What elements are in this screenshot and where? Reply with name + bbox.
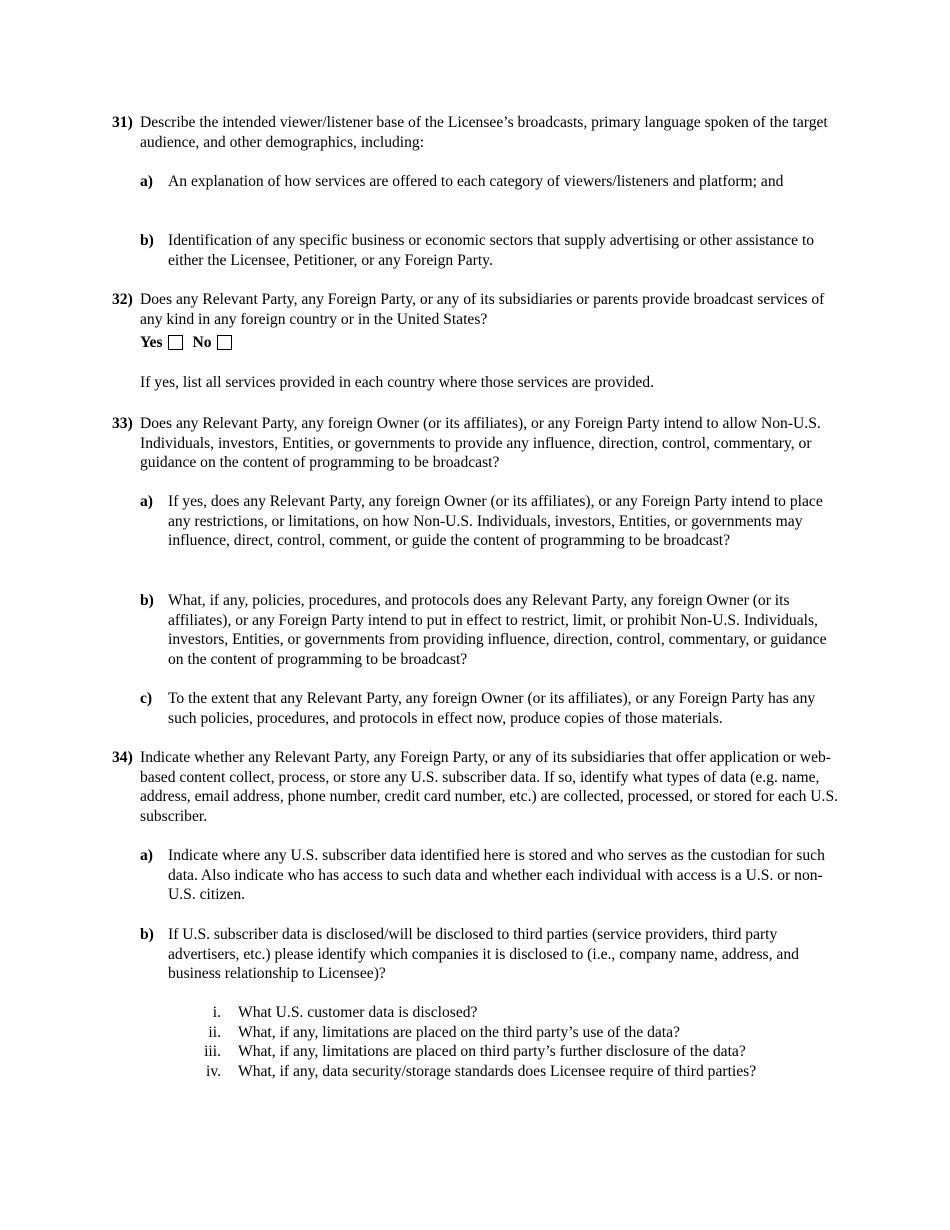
question-number: 33): [112, 415, 133, 432]
item-letter: c): [140, 690, 153, 707]
question-32: [112, 290, 840, 329]
question-32-followup: If yes, list all services provided in each country where those services are provided.: [140, 374, 654, 391]
roman-numeral: iv.: [205, 1063, 221, 1080]
item-text: An explanation of how services are offered to each category of viewers/listeners and platform; and: [168, 173, 784, 190]
item-text: Indicate where any U.S. subscriber data identified here is stored and who serves as the custodian for such data. Also indicate who has access to such data and whether each individual with access is a U.S. or non-U.S. citizen.: [168, 847, 825, 904]
item-text: Identification of any specific business or economic sectors that supply advertising or other assistance to either the Licensee, Petitioner, or any Foreign Party.: [168, 232, 815, 269]
sub-item-text: What, if any, limitations are placed on third party’s further disclosure of the data?: [238, 1043, 746, 1060]
item-text: If U.S. subscriber data is disclosed/will be disclosed to third parties (service providers, third party advertisers, etc.) please identify which companies it is disclosed to (i.e., company name, address, and business relationship to Licensee)?: [168, 926, 799, 983]
question-text: Describe the intended viewer/listener base of the Licensee’s broadcasts, primary language spoken of the target audience, and other demographics, including:: [140, 114, 828, 151]
question-text: Indicate whether any Relevant Party, any Foreign Party, or any of its subsidiaries that offer application or web-based content collect, process, or store any U.S. subscriber data. If so, identify what types of data (e.g. name, address, email address, phone number, credit card number, etc.) are collected, processed, or stored for each U.S. subscriber.: [140, 749, 839, 825]
item-text: If yes, does any Relevant Party, any foreign Owner (or its affiliates), or any Foreign Party intend to place any restrictions, or limitations, on how Non-U.S. Individuals, investors, Entities, or governments may influence, direct, control, comment, or guide the content of programming to be broadcast?: [168, 493, 823, 550]
question-33-item-b: [140, 591, 840, 669]
question-34-item-a: [140, 846, 840, 905]
yes-checkbox[interactable]: [168, 335, 183, 350]
item-letter: a): [140, 847, 153, 864]
question-31-item-a: [140, 172, 840, 192]
question-31-item-b: [140, 231, 840, 270]
sub-item-ii: [190, 1023, 840, 1043]
sub-item-iii: [190, 1042, 840, 1062]
roman-numeral: ii.: [208, 1024, 221, 1041]
question-33-item-a: [140, 492, 840, 551]
question-33-item-c: [140, 689, 840, 728]
no-label: No: [192, 334, 212, 351]
item-letter: a): [140, 173, 153, 190]
sub-item-i: [190, 1003, 840, 1023]
item-letter: b): [140, 926, 154, 943]
roman-numeral: iii.: [204, 1043, 221, 1060]
yes-no-choice: [140, 333, 242, 353]
question-number: 34): [112, 749, 133, 766]
item-text: To the extent that any Relevant Party, any foreign Owner (or its affiliates), or any Foreign Party has any such policies, procedures, and protocols in effect now, produce copies of those materials.: [168, 690, 816, 727]
no-checkbox[interactable]: [217, 335, 232, 350]
item-text: What, if any, policies, procedures, and protocols does any Relevant Party, any foreign Owner (or its affiliates), or any Foreign Party intend to put in effect to restrict, limit, or prohibit Non-U.S. Individuals, investors, Entities, or governments from providing influence, direction, control, commentary, or guidance on the content of programming to be broadcast?: [168, 592, 827, 668]
sub-item-text: What, if any, limitations are placed on the third party’s use of the data?: [238, 1024, 680, 1041]
item-letter: a): [140, 493, 153, 510]
question-text: Does any Relevant Party, any Foreign Party, or any of its subsidiaries or parents provide broadcast services of any kind in any foreign country or in the United States?: [140, 291, 825, 328]
question-34-item-b: [140, 925, 840, 984]
sub-item-iv: [190, 1062, 840, 1082]
question-number: 32): [112, 291, 133, 308]
question-33: [112, 414, 840, 473]
sub-item-text: What U.S. customer data is disclosed?: [238, 1004, 478, 1021]
question-34: [112, 748, 840, 826]
item-letter: b): [140, 592, 154, 609]
question-text: Does any Relevant Party, any foreign Owner (or its affiliates), or any Foreign Party intend to allow Non-U.S. Individuals, investors, Entities, or governments to provide any influence, direction, control, commentary, or guidance on the content of programming to be broadcast?: [140, 415, 821, 472]
item-letter: b): [140, 232, 154, 249]
yes-label: Yes: [140, 334, 163, 351]
sub-item-text: What, if any, data security/storage standards does Licensee require of third parties?: [238, 1063, 757, 1080]
question-31: [112, 113, 840, 152]
roman-numeral: i.: [212, 1004, 221, 1021]
question-number: 31): [112, 114, 133, 131]
